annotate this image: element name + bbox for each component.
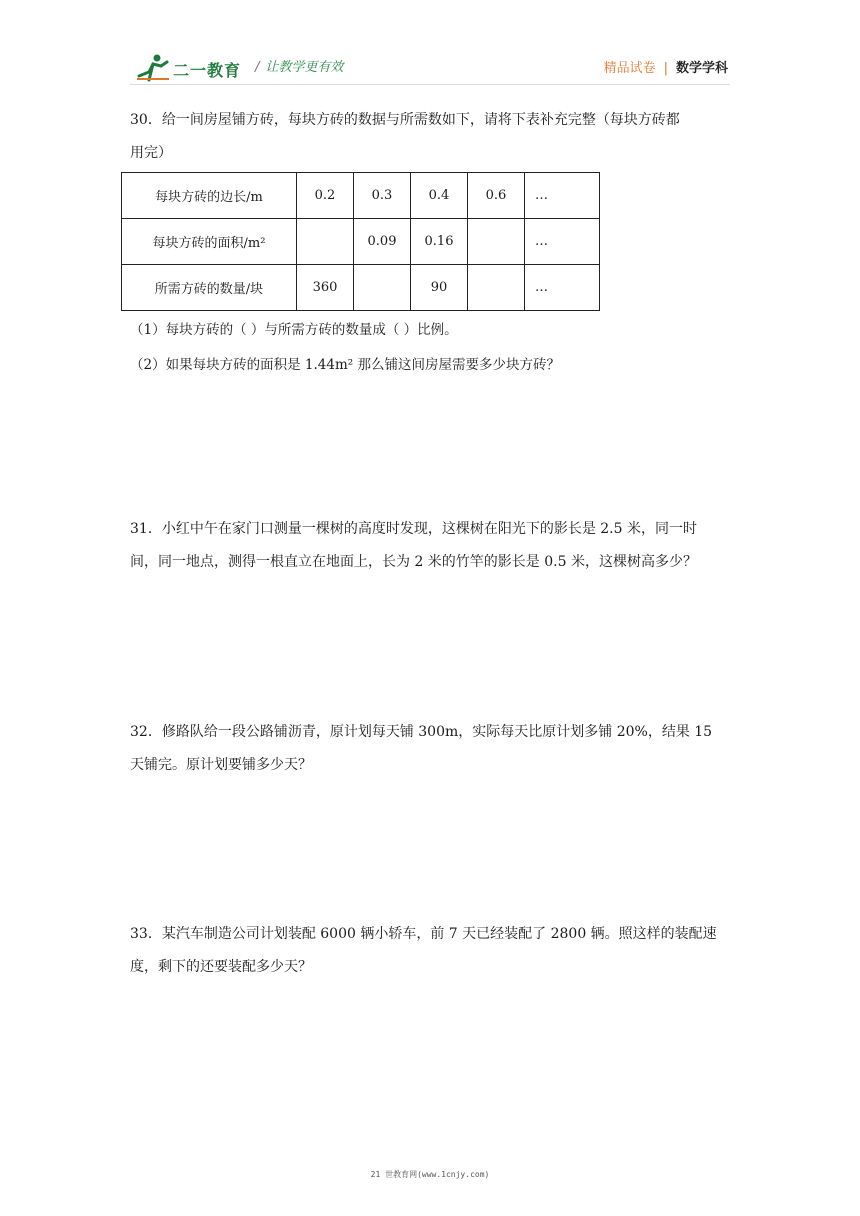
table-cell: [468, 219, 525, 265]
page-footer: 21 世教育网(www.1cnjy.com): [370, 1170, 490, 1179]
question-33: [130, 918, 730, 984]
logo: [135, 52, 245, 82]
table-cell: 0.09: [354, 219, 411, 265]
table-row: [122, 173, 600, 219]
question-32-line2: 天铺完。原计划要铺多少天？: [130, 757, 312, 773]
question-30-sub1: （1）每块方砖的（ ）与所需方砖的数量成（ ）比例。: [130, 322, 458, 338]
question-30-line2: 用完）: [130, 145, 172, 161]
logo-text: 二一教育: [173, 61, 242, 80]
question-31-line2: 间，同一地点，测得一根直立在地面上，长为 2 米的竹竿的影长是 0.5 米，这棵树高多少？: [130, 554, 697, 570]
table-cell: …: [525, 173, 600, 219]
question-32: [130, 716, 730, 782]
subject-label: 数学学科: [675, 61, 728, 76]
table-row: [122, 265, 600, 311]
table-cell: …: [525, 265, 600, 311]
runner-logo-icon: [135, 52, 171, 82]
question-31-line1: 31．小红中午在家门口测量一棵树的高度时发现，这棵树在阳光下的影长是 2.5 米，同一时: [130, 521, 697, 537]
table-cell: 0.3: [354, 173, 411, 219]
table-cell: 0.4: [411, 173, 468, 219]
table-cell: 360: [297, 265, 354, 311]
table-cell: 0.16: [411, 219, 468, 265]
header-right: 精品试卷 | 数学学科: [603, 61, 728, 76]
question-30: [130, 104, 730, 170]
question-31: [130, 513, 730, 579]
question-33-line2: 度，剩下的还要装配多少天？: [130, 959, 312, 975]
table-row: [122, 219, 600, 265]
header-divider: [130, 84, 730, 85]
row-header: 所需方砖的数量/块: [122, 265, 297, 311]
question-33-line1: 33．某汽车制造公司计划装配 6000 辆小轿车，前 7 天已经装配了 2800 辆。照这样的装配速: [130, 926, 717, 942]
question-32-line1: 32．修路队给一段公路铺沥青，原计划每天铺 300m，实际每天比原计划多铺 20%，结果 15: [130, 724, 713, 740]
row-header: 每块方砖的面积/m²: [122, 219, 297, 265]
table-cell: 0.6: [468, 173, 525, 219]
question-30-sub2: （2）如果每块方砖的面积是 1.44m² 那么铺这间房屋需要多少块方砖？: [130, 357, 560, 373]
quality-label: 精品试卷: [603, 61, 656, 76]
table-cell: [468, 265, 525, 311]
tile-table: [121, 172, 600, 311]
table-cell: 90: [411, 265, 468, 311]
page-header: [130, 46, 730, 86]
question-30-line1: 30．给一间房屋铺方砖，每块方砖的数据与所需数如下，请将下表补充完整（每块方砖都: [130, 112, 680, 128]
slogan-text: 让教学更有效: [265, 60, 344, 75]
table-cell: …: [525, 219, 600, 265]
table-cell: [297, 219, 354, 265]
slogan: / 让教学更有效: [255, 60, 344, 75]
table-cell: 0.2: [297, 173, 354, 219]
row-header: 每块方砖的边长/m: [122, 173, 297, 219]
table-cell: [354, 265, 411, 311]
